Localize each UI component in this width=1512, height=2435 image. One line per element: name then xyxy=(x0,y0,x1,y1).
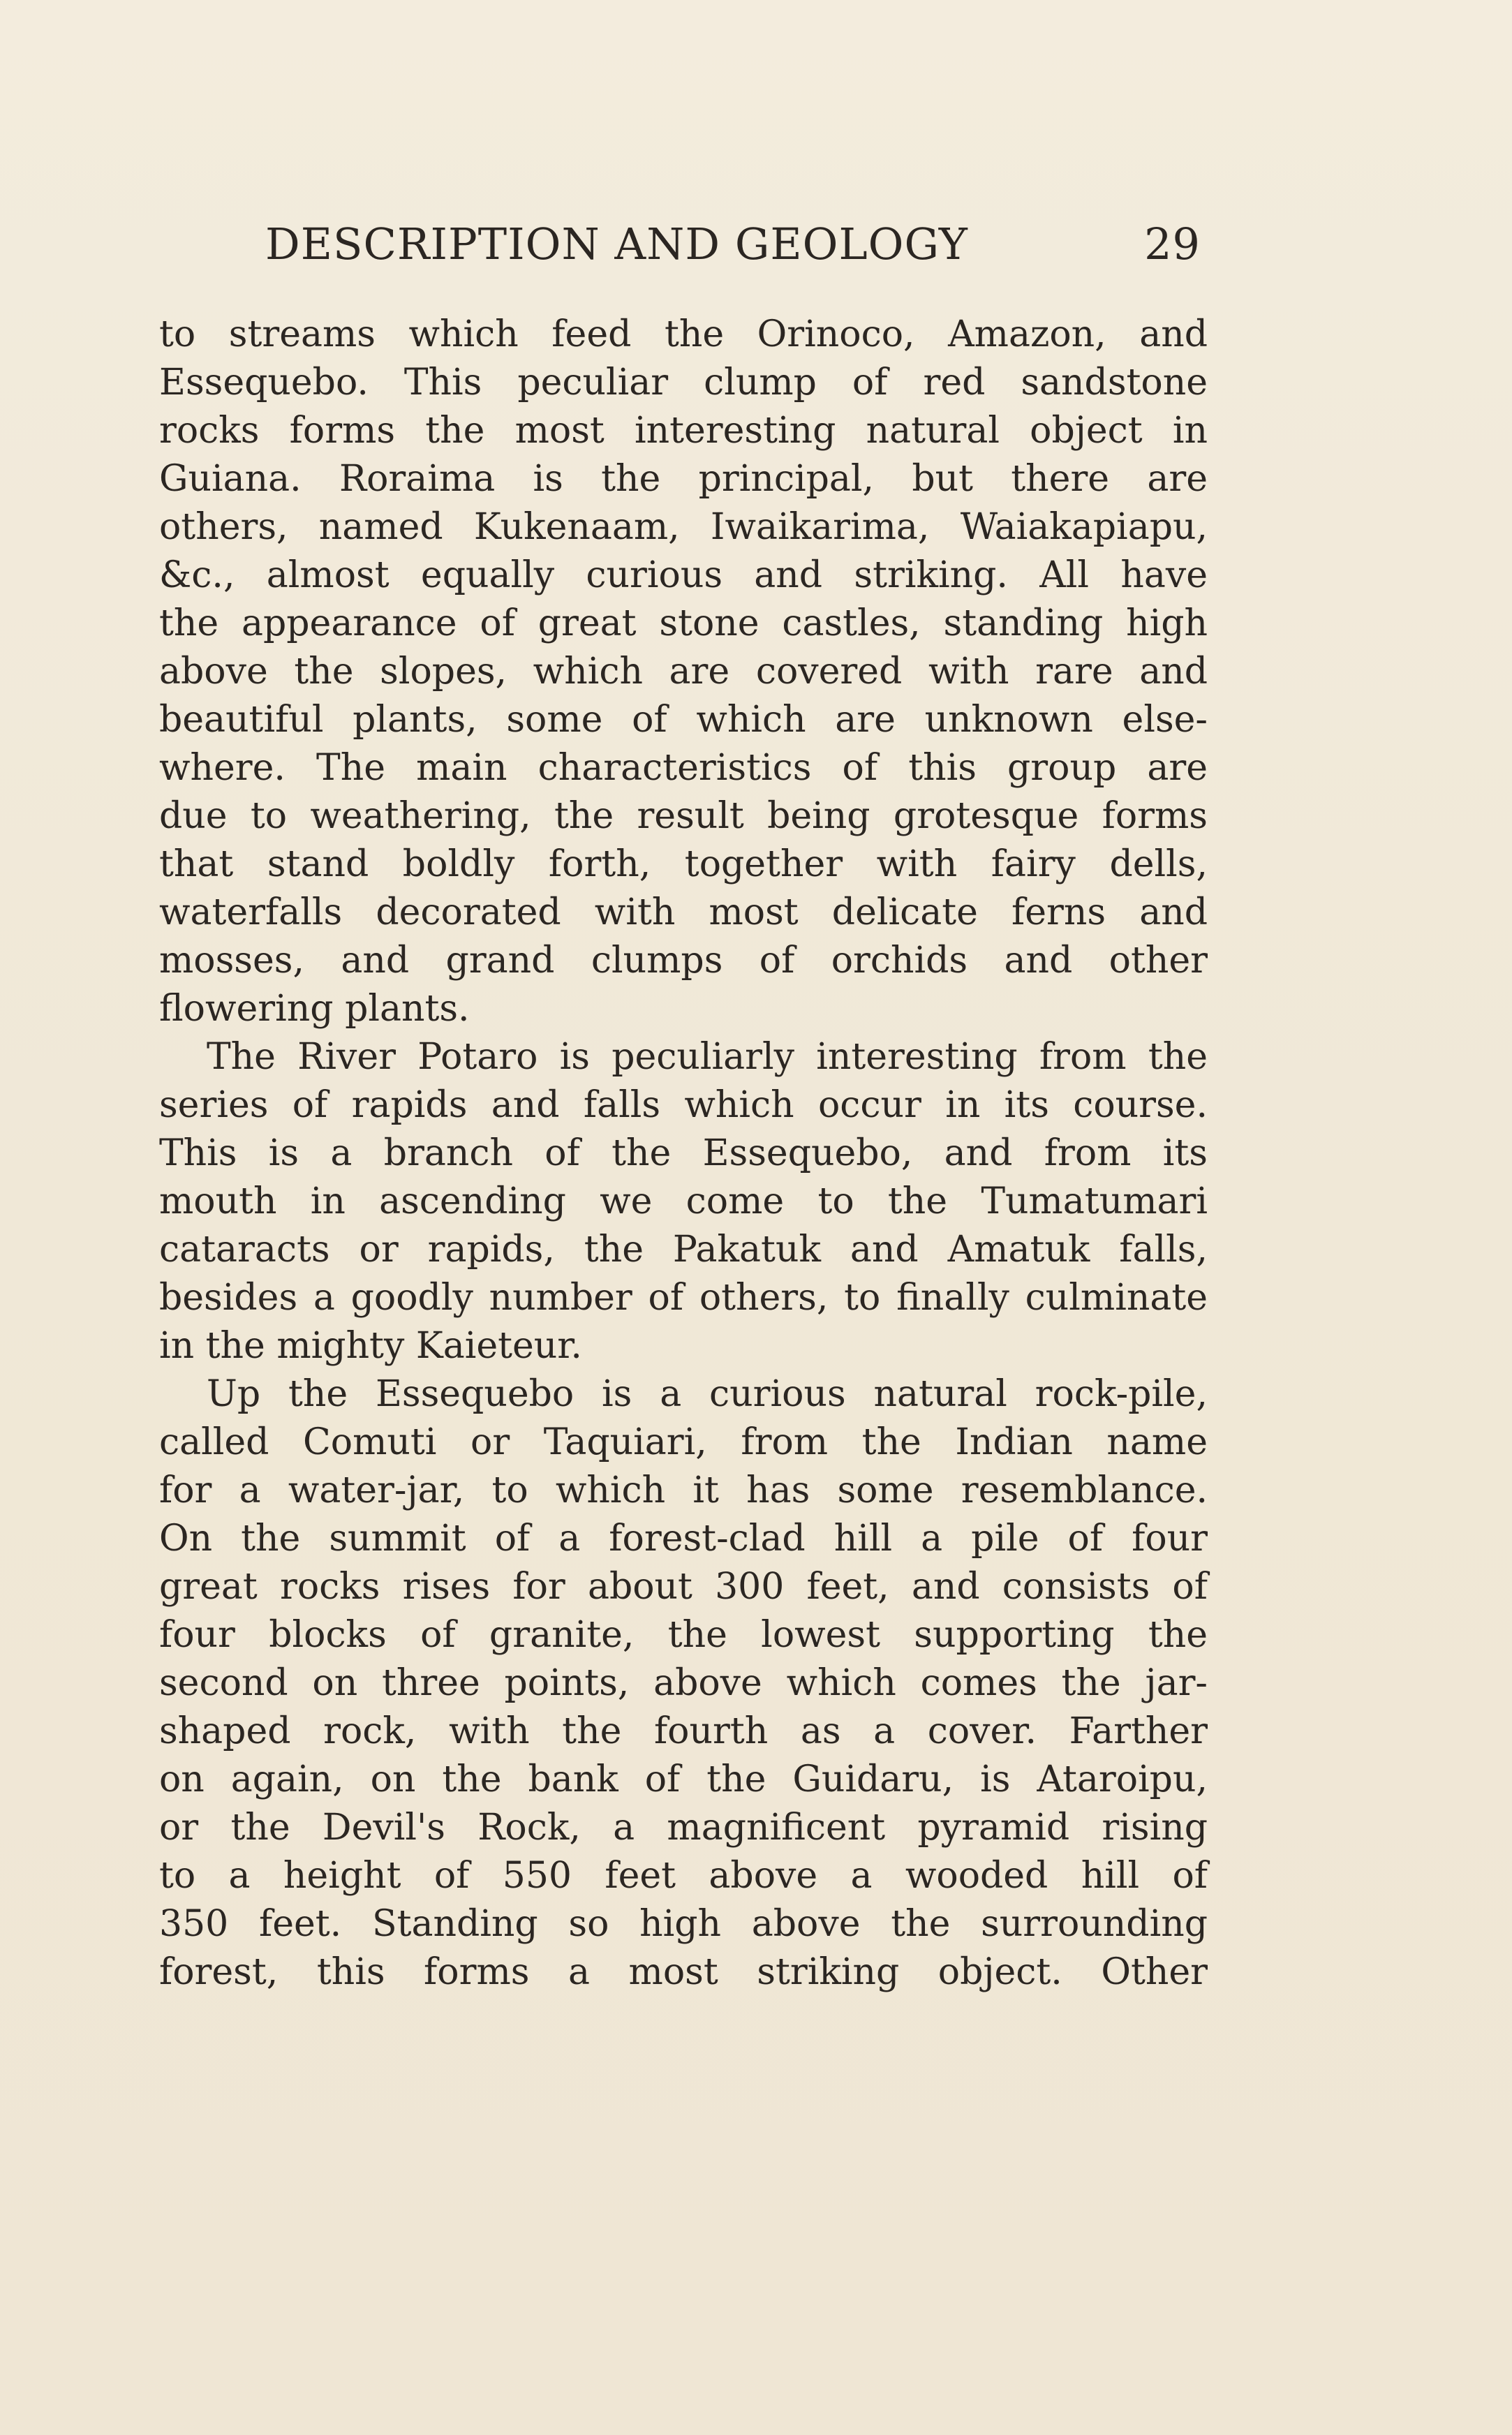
text-line: to a height of 550 feet above a wooded hill of xyxy=(159,1855,1208,1897)
running-title: DESCRIPTION AND GEOLOGY xyxy=(265,219,968,269)
text-line: others, named Kukenaam, Iwaikarima, Waiakapiapu, xyxy=(159,506,1208,548)
text-line: beautiful plants, some of which are unknown else- xyxy=(159,699,1208,741)
text-line: On the summit of a forest-clad hill a pile of four xyxy=(159,1518,1208,1560)
text-line: series of rapids and falls which occur in its course. xyxy=(159,1084,1208,1126)
text-line: great rocks rises for about 300 feet, and consists of xyxy=(159,1566,1208,1608)
body-text xyxy=(159,311,1208,1997)
text-line: to streams which feed the Orinoco, Amazon, and xyxy=(159,313,1208,355)
text-line: rocks forms the most interesting natural object in xyxy=(159,410,1208,452)
text-line-paragraph-start: Up the Essequebo is a curious natural rock-pile, xyxy=(207,1373,1208,1415)
text-line: on again, on the bank of the Guidaru, is Ataroipu, xyxy=(159,1759,1208,1800)
text-line: This is a branch of the Essequebo, and from its xyxy=(159,1132,1208,1174)
text-line: 350 feet. Standing so high above the surrounding xyxy=(159,1903,1208,1945)
text-line: mouth in ascending we come to the Tumatumari xyxy=(159,1181,1208,1222)
running-head xyxy=(265,218,1201,271)
text-line: mosses, and grand clumps of orchids and other xyxy=(159,940,1208,982)
text-line: Essequebo. This peculiar clump of red sandstone xyxy=(159,362,1208,404)
text-line: due to weathering, the result being grotesque forms xyxy=(159,795,1208,837)
text-line: four blocks of granite, the lowest supporting the xyxy=(159,1614,1208,1656)
text-line: where. The main characteristics of this group are xyxy=(159,747,1208,789)
text-line: for a water-jar, to which it has some resemblance. xyxy=(159,1470,1208,1511)
text-line: waterfalls decorated with most delicate ferns and xyxy=(159,891,1208,933)
text-line: above the slopes, which are covered with rare and xyxy=(159,651,1208,693)
text-line: the appearance of great stone castles, standing high xyxy=(159,602,1208,644)
text-line-paragraph-end: in the mighty Kaieteur. xyxy=(159,1325,582,1367)
text-line: cataracts or rapids, the Pakatuk and Amatuk falls, xyxy=(159,1229,1208,1271)
text-line: shaped rock, with the fourth as a cover. Farther xyxy=(159,1710,1208,1752)
text-line: that stand boldly forth, together with fairy dells, xyxy=(159,843,1208,885)
text-line: besides a goodly number of others, to finally culminate xyxy=(159,1277,1208,1319)
text-line-paragraph-end: flowering plants. xyxy=(159,988,470,1030)
text-line: &c., almost equally curious and striking. All have xyxy=(159,554,1208,596)
text-line: forest, this forms a most striking object. Other xyxy=(159,1951,1208,1993)
text-line: or the Devil's Rock, a magnificent pyramid rising xyxy=(159,1807,1208,1849)
text-line: called Comuti or Taquiari, from the Indian name xyxy=(159,1421,1208,1463)
text-line: Guiana. Roraima is the principal, but there are xyxy=(159,458,1208,500)
text-line: second on three points, above which comes the jar- xyxy=(159,1662,1208,1704)
text-line-paragraph-start: The River Potaro is peculiarly interesting from the xyxy=(207,1036,1208,1078)
page-number: 29 xyxy=(1144,219,1201,269)
